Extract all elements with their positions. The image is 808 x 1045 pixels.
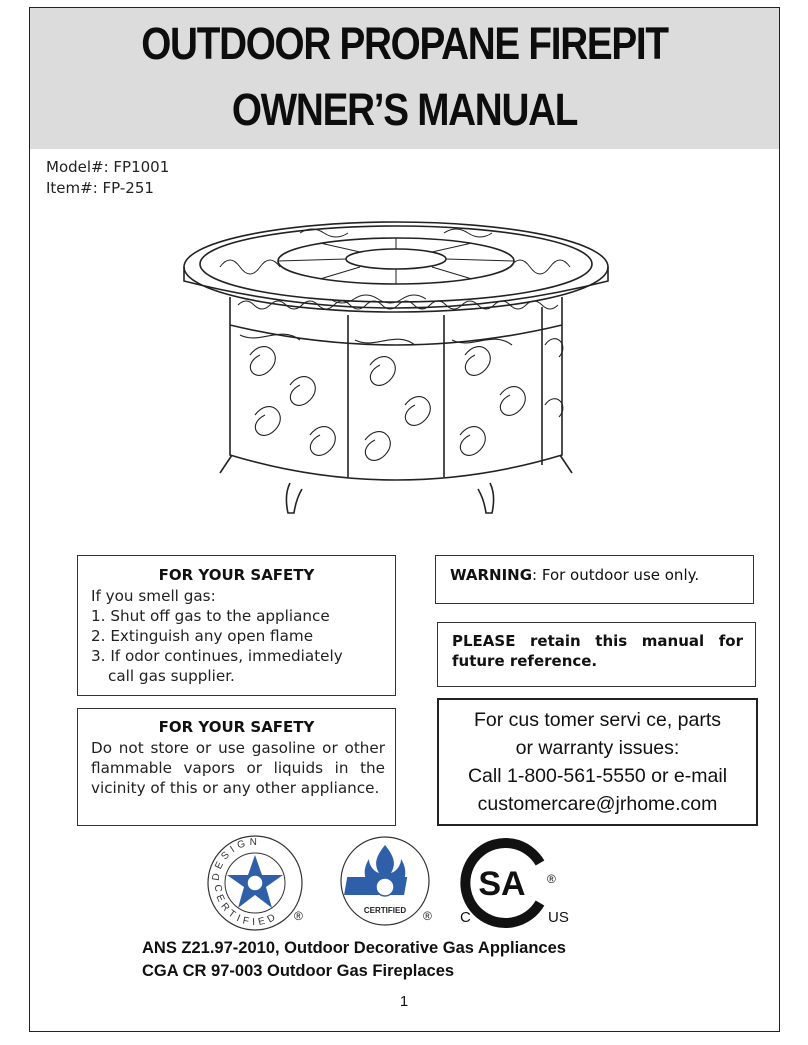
registered-mark: ®: [294, 909, 303, 923]
safety-gas-smell-box: [77, 555, 396, 696]
retain-notice: PLEASE retain this manual for future reference.: [452, 632, 743, 670]
svg-text:SA: SA: [478, 865, 526, 903]
instruction-line: 2. Extinguish any open flame: [91, 627, 314, 645]
item-number: Item#: FP-251: [46, 179, 154, 197]
customer-service-info: [439, 700, 756, 818]
service-line: For cus tomer servi ce, parts: [473, 709, 722, 731]
instruction-line: 3. If odor continues, immediately: [91, 647, 343, 665]
certified-flame-seal-icon: [341, 837, 432, 925]
customer-service-box: [437, 698, 758, 826]
model-number: Model#: FP1001: [46, 158, 170, 176]
service-phone: Call 1-800-561-5550 or e-mail: [467, 765, 728, 787]
certification-logos: [205, 833, 585, 933]
instruction-line: call gas supplier.: [108, 667, 235, 685]
registered-mark: ®: [423, 909, 432, 923]
warning-label: WARNING: [450, 566, 533, 584]
certified-badge-text: CERTIFIED: [363, 906, 407, 915]
csa-c-label: C: [460, 909, 471, 926]
design-certified-star-seal-icon: [208, 836, 303, 930]
seal-top-text: DESIGN: [210, 836, 261, 882]
safety-heading: FOR YOUR SAFETY: [158, 566, 315, 584]
warning-box: [435, 555, 754, 604]
csa-us-label: US: [548, 909, 569, 926]
service-email: customercare@jrhome.com: [477, 793, 718, 815]
safety-storage-box: [77, 708, 396, 826]
firepit-illustration: [180, 215, 612, 517]
model-info: [46, 157, 169, 199]
standard-ansi: ANS Z21.97-2010, Outdoor Decorative Gas Appliances: [142, 939, 566, 957]
page-number: 1: [399, 993, 409, 1010]
csa-c-us-logo-icon: [460, 843, 569, 926]
instruction-line: If you smell gas:: [91, 587, 216, 605]
safety-heading: FOR YOUR SAFETY: [158, 718, 315, 736]
instruction-line: 1. Shut off gas to the appliance: [91, 607, 330, 625]
safety-storage-text: Do not store or use gasoline or other flammable vapors or liquids in the vicinity of this or any other appliance.: [91, 739, 385, 797]
registered-mark: ®: [547, 872, 556, 886]
standard-cga: CGA CR 97-003 Outdoor Gas Fireplaces: [142, 962, 455, 980]
retain-manual-box: [437, 622, 756, 687]
standards-references: [142, 937, 566, 983]
safety-gas-instructions: [78, 586, 395, 686]
manual-title-line-2: OWNER’S MANUAL: [231, 84, 578, 135]
service-line: or warranty issues:: [515, 737, 680, 759]
warning-message: : For outdoor use only.: [532, 566, 700, 584]
seal-bottom-text: CERTIFIED: [211, 883, 281, 929]
manual-title-line-1: OUTDOOR PROPANE FIREPIT: [141, 18, 668, 69]
warning-text: [436, 556, 753, 584]
